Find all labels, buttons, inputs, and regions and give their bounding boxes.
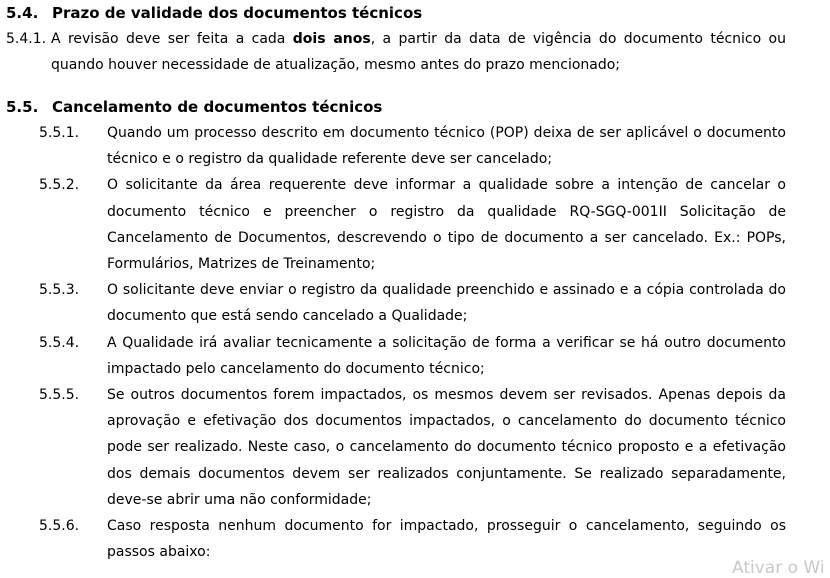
item-number: 5.5.5. — [39, 387, 80, 404]
section-spacer — [6, 78, 786, 94]
item-text: Se outros documentos forem impactados, os mesmos devem ser revisados. Apenas depois da aprovação e efetivação dos documentos impactados, o cancelamento do documento técnico pode ser realizado. Neste caso, o cancelamento do documento técnico proposto e a efetivação dos demais documentos devem ser realizados conjuntamente. Se realizado separadamente, deve-se abrir uma não conformidade; — [107, 387, 786, 508]
section-title: Cancelamento de documentos técnicos — [52, 98, 383, 116]
item-number: 5.5.2. — [39, 177, 80, 194]
item-number: 5.5.3. — [39, 282, 80, 299]
paragraph-number: 5.4.1. — [6, 31, 47, 47]
document-page — [6, 0, 786, 565]
item-text: Quando um processo descrito em documento técnico (POP) deixa de ser aplicável o documento técnico e o registro da qualidade referente deve ser cancelado; — [107, 125, 786, 168]
paragraph-text-start: A revisão deve ser feita a cada — [51, 31, 293, 47]
item-text: Caso resposta nenhum documento for impactado, prosseguir o cancelamento, seguindo os passos abaixo: — [107, 518, 786, 561]
item-number: 5.5.1. — [39, 125, 80, 141]
paragraph-emphasis: dois anos — [292, 31, 371, 47]
paragraph-5-4-1 — [6, 26, 786, 78]
activation-watermark: Ativar o Wi — [732, 558, 825, 578]
list-item-5-5-5 — [6, 382, 786, 513]
list-item-5-5-3 — [6, 277, 786, 329]
paragraph-text-end: , a partir da data de vigência do documento técnico ou quando houver necessidade de atualização, mesmo antes do prazo mencionado; — [51, 31, 786, 73]
list-item-5-5-1 — [6, 120, 786, 172]
section-number: 5.5. — [6, 98, 39, 116]
item-number: 5.5.6. — [39, 518, 80, 535]
section-5-5-heading — [6, 94, 786, 120]
item-text: O solicitante deve enviar o registro da qualidade preenchido e assinado e a cópia controlada do documento que está sendo cancelado a Qualidade; — [107, 282, 786, 325]
list-item-5-5-6 — [6, 513, 786, 565]
list-item-5-5-2 — [6, 172, 786, 277]
section-title: Prazo de validade dos documentos técnicos — [52, 4, 423, 22]
section-number: 5.4. — [6, 4, 39, 22]
item-text: O solicitante da área requerente deve informar a qualidade sobre a intenção de cancelar o documento técnico e preencher o registro da qualidade RQ-SGQ-001II Solicitação de Cancelamento de Documentos, descrevendo o tipo de documento a ser cancelado. Ex.: POPs, Formulários, Matrizes de Treinamento; — [107, 177, 786, 273]
section-5-4-heading — [6, 0, 786, 26]
list-item-5-5-4 — [6, 330, 786, 382]
item-number: 5.5.4. — [39, 334, 80, 351]
item-text: A Qualidade irá avaliar tecnicamente a solicitação de forma a verificar se há outro documento impactado pelo cancelamento do documento técnico; — [107, 334, 786, 377]
